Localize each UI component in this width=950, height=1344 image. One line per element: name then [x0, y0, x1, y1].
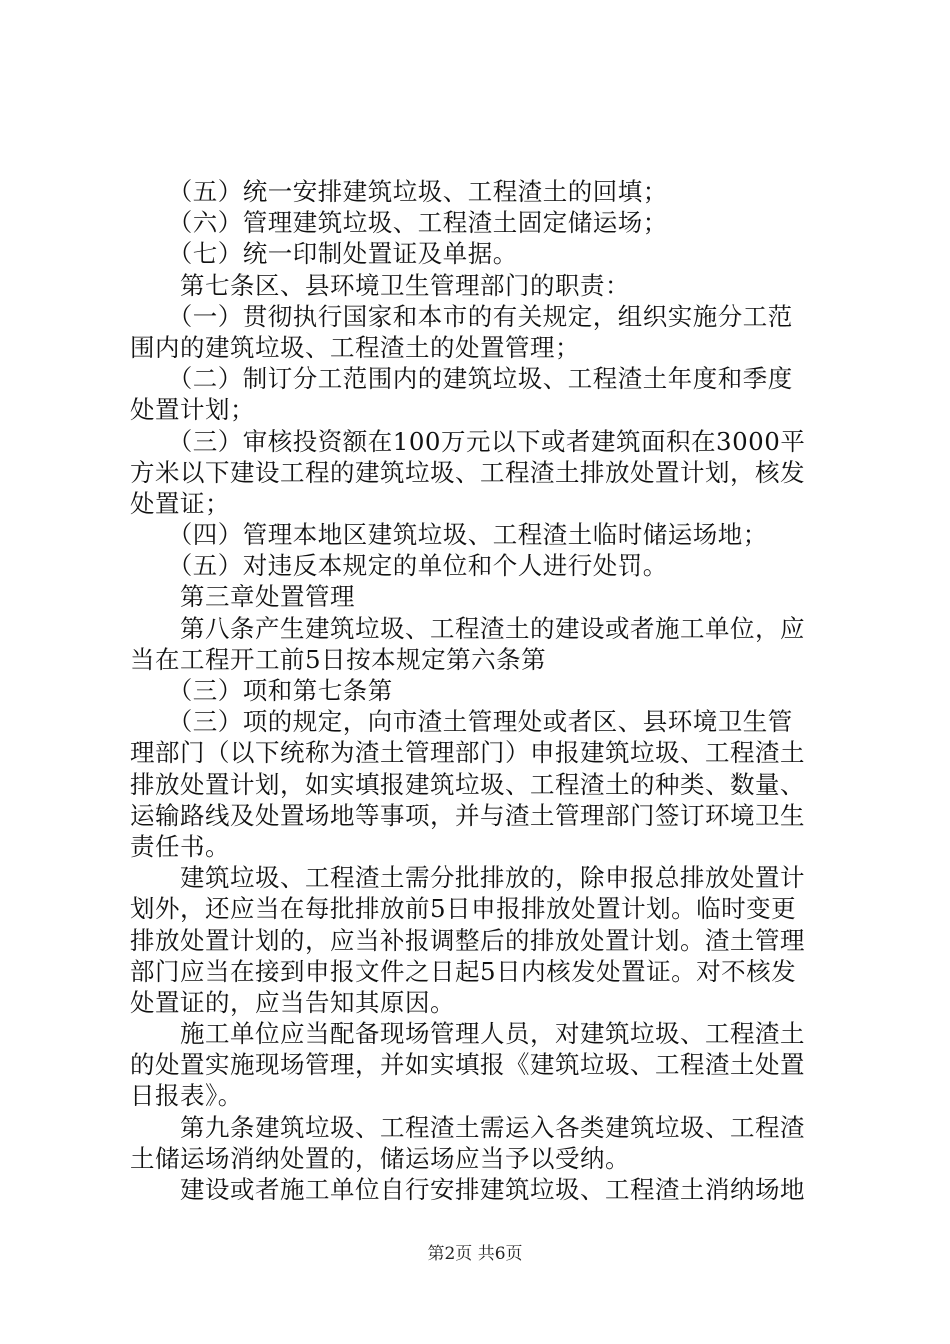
text-line: （三）项的规定，向市渣土管理处或者区、县环境卫生管	[130, 707, 793, 737]
document-body	[130, 176, 835, 1205]
text-line: 理部门（以下统称为渣土管理部门）申报建筑垃圾、工程渣土	[130, 738, 805, 768]
text-line: 当在工程开工前5日按本规定第六条第	[130, 644, 547, 674]
text-line: （一）贯彻执行国家和本市的有关规定，组织实施分工范	[130, 301, 793, 331]
text-line: 部门应当在接到申报文件之日起5日内核发处置证。对不核发	[130, 956, 797, 986]
text-line: （四）管理本地区建筑垃圾、工程渣土临时储运场地；	[130, 520, 768, 550]
text-line: 建设或者施工单位自行安排建筑垃圾、工程渣土消纳场地	[130, 1175, 805, 1204]
text-line: 划外，还应当在每批排放前5日申报排放处置计划。临时变更	[130, 894, 797, 924]
text-line: 处置证；	[130, 488, 230, 518]
text-line: （三）项和第七条第	[130, 676, 393, 705]
text-line: 第八条产生建筑垃圾、工程渣土的建设或者施工单位，应	[130, 613, 805, 643]
text-line: 建筑垃圾、工程渣土需分批排放的，除申报总排放处置计	[130, 863, 805, 893]
text-line: 运输路线及处置场地等事项，并与渣土管理部门签订环境卫生	[130, 800, 805, 830]
text-line: 的处置实施现场管理，并如实填报《建筑垃圾、工程渣土处置	[130, 1050, 805, 1080]
text-line: 施工单位应当配备现场管理人员，对建筑垃圾、工程渣土	[130, 1019, 805, 1049]
text-line: （六）管理建筑垃圾、工程渣土固定储运场；	[130, 208, 668, 238]
text-line: 围内的建筑垃圾、工程渣土的处置管理；	[130, 332, 580, 362]
text-line: （五）对违反本规定的单位和个人进行处罚。	[130, 551, 668, 581]
text-line: （五）统一安排建筑垃圾、工程渣土的回填；	[130, 177, 668, 206]
text-line: 责任书。	[130, 831, 230, 861]
text-line: 方米以下建设工程的建筑垃圾、工程渣土排放处置计划，核发	[130, 457, 805, 487]
text-line: 第三章处置管理	[130, 582, 355, 612]
page-number-footer: 第2页 共6页	[427, 1244, 523, 1264]
text-line: （三）审核投资额在100万元以下或者建筑面积在3000平	[130, 426, 806, 456]
text-line: （二）制订分工范围内的建筑垃圾、工程渣土年度和季度	[130, 364, 793, 394]
text-line: 土储运场消纳处置的，储运场应当予以受纳。	[130, 1143, 630, 1173]
text-line: 排放处置计划，如实填报建筑垃圾、工程渣土的种类、数量、	[130, 769, 805, 799]
text-line: 第九条建筑垃圾、工程渣土需运入各类建筑垃圾、工程渣	[130, 1112, 805, 1142]
text-line: 排放处置计划的，应当补报调整后的排放处置计划。渣土管理	[130, 925, 805, 955]
text-line: 日报表》。	[130, 1081, 243, 1111]
text-line: （七）统一印制处置证及单据。	[130, 239, 518, 269]
text-line: 第七条区、县环境卫生管理部门的职责：	[130, 270, 630, 300]
text-line: 处置证的，应当告知其原因。	[130, 987, 455, 1017]
text-line: 处置计划；	[130, 395, 255, 425]
